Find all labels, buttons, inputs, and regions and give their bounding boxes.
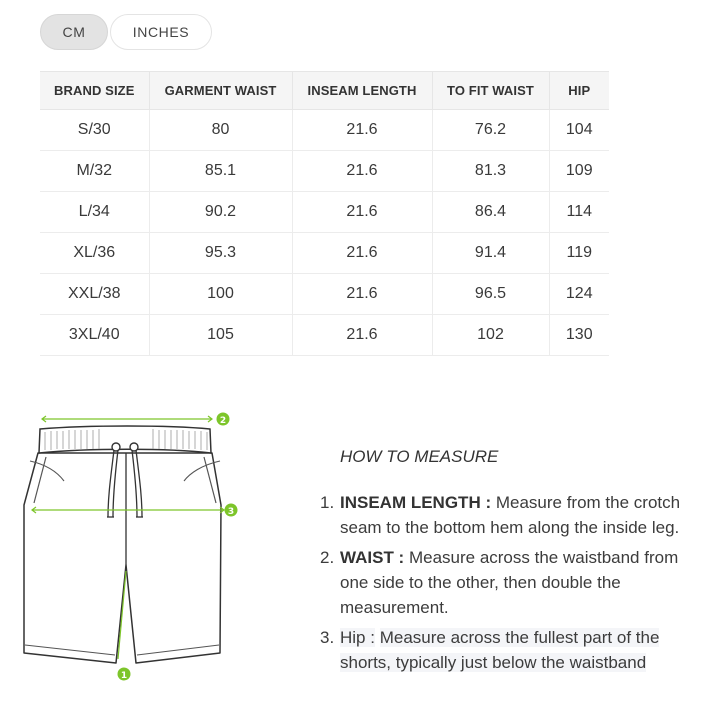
cell-brand-size: XL/36 — [40, 233, 149, 274]
header-to-fit-waist: TO FIT WAIST — [432, 72, 549, 110]
marker-1 — [118, 668, 131, 682]
list-number: 3. — [320, 628, 335, 647]
instruction-text: Measure across the fullest part of the shorts, typically just below the waistband — [340, 628, 660, 672]
cell-to-fit-waist: 96.5 — [432, 274, 549, 315]
how-to-measure-title: HOW TO MEASURE — [340, 447, 499, 466]
table-row — [40, 110, 609, 151]
list-item-hip — [320, 625, 700, 675]
cell-garment-waist: 80 — [149, 110, 292, 151]
cell-garment-waist: 105 — [149, 315, 292, 356]
shorts-outline — [24, 453, 221, 663]
cell-brand-size: 3XL/40 — [40, 315, 149, 356]
table-row — [40, 233, 609, 274]
cell-garment-waist: 100 — [149, 274, 292, 315]
instruction-text: Measure across the waistband from one side to the other, then double the measurement. — [340, 548, 679, 617]
header-hip: HIP — [549, 72, 609, 110]
waistband — [39, 426, 211, 453]
cell-to-fit-waist: 81.3 — [432, 151, 549, 192]
cell-brand-size: L/34 — [40, 192, 149, 233]
table-row — [40, 192, 609, 233]
header-brand-size: BRAND SIZE — [40, 72, 149, 110]
cell-hip: 119 — [549, 233, 609, 274]
table-row — [40, 315, 609, 356]
cell-to-fit-waist: 102 — [432, 315, 549, 356]
list-item-waist — [320, 545, 700, 620]
cell-inseam-length: 21.6 — [292, 151, 432, 192]
list-number: 2. — [320, 548, 335, 567]
svg-text:2: 2 — [219, 416, 227, 426]
cell-inseam-length: 21.6 — [292, 233, 432, 274]
shorts-diagram — [18, 405, 248, 685]
table-row — [40, 151, 609, 192]
cell-brand-size: S/30 — [40, 110, 149, 151]
cell-to-fit-waist: 86.4 — [432, 192, 549, 233]
cell-garment-waist: 85.1 — [149, 151, 292, 192]
instruction-label: WAIST : — [340, 548, 405, 567]
cell-hip: 104 — [549, 110, 609, 151]
cell-hip: 124 — [549, 274, 609, 315]
cell-brand-size: M/32 — [40, 151, 149, 192]
cell-inseam-length: 21.6 — [292, 192, 432, 233]
size-chart-table — [40, 71, 609, 356]
cell-hip: 109 — [549, 151, 609, 192]
list-number: 1. — [320, 493, 335, 512]
cell-to-fit-waist: 76.2 — [432, 110, 549, 151]
header-inseam-length: INSEAM LENGTH — [292, 72, 432, 110]
header-garment-waist: GARMENT WAIST — [149, 72, 292, 110]
list-item-inseam — [320, 490, 700, 540]
instruction-label: Hip : — [340, 628, 375, 647]
instruction-label: INSEAM LENGTH : — [340, 493, 492, 512]
cell-inseam-length: 21.6 — [292, 110, 432, 151]
instruction-text: Measure from the crotch seam to the bottom hem along the inside leg. — [340, 493, 681, 537]
svg-text:3: 3 — [227, 507, 235, 517]
unit-toggle — [40, 14, 212, 50]
table-row — [40, 274, 609, 315]
cell-to-fit-waist: 91.4 — [432, 233, 549, 274]
cell-garment-waist: 90.2 — [149, 192, 292, 233]
cell-inseam-length: 21.6 — [292, 315, 432, 356]
measure-instructions — [320, 490, 700, 680]
svg-text:1: 1 — [120, 671, 128, 681]
cell-inseam-length: 21.6 — [292, 274, 432, 315]
marker-2 — [217, 413, 230, 427]
cell-brand-size: XXL/38 — [40, 274, 149, 315]
unit-cm-button[interactable]: CM — [40, 14, 108, 50]
cell-hip: 114 — [549, 192, 609, 233]
marker-3 — [225, 504, 238, 518]
table-header-row — [40, 72, 609, 110]
cell-garment-waist: 95.3 — [149, 233, 292, 274]
cell-hip: 130 — [549, 315, 609, 356]
unit-inches-button[interactable]: INCHES — [110, 14, 212, 50]
